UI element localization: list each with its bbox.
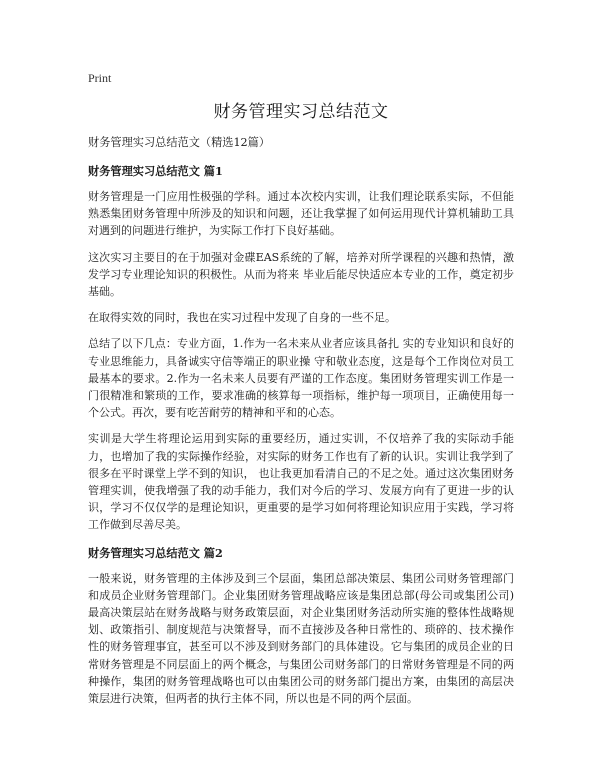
paragraph: 在取得实效的同时，我也在实习过程中发现了自身的一些不足。 (88, 311, 396, 325)
document-subtitle: 财务管理实习总结范文（精选12篇） (88, 136, 271, 149)
section-heading: 财务管理实习总结范文 篇1 (88, 164, 223, 178)
paragraph: 这次实习主要目的在于加强对金碟EAS系统的了解，培养对所学课程的兴趣和热情，激发学习专业理论知识的积极性。从而为将来 毕业后能尽快适应本专业的工作，奠定初步基础。 (88, 250, 514, 299)
paragraph: 一般来说，财务管理的主体涉及到三个层面，集团总部决策层、集团公司财务管理部门和成员企业财务管理部门。企业集团财务管理战略应该是集团总部(母公司或集团公司)最高决策层站在财务战略与财务政策层面，对企业集团财务活动所实施的整体性战略规划、政策指引、制度规范与决策督导，而不直接涉及各种日常性的、琐碎的、技术操作性的财务管理事宜，甚至可以不涉及到财务部门的具体建设。它与集团的成员企业的日常财务管理是不同层面上的两个概念，与集团公司财务部门的日常财务管理是不同的两种操作，集团的财务管理战略也可以由集团公司的财务部门提出方案，由集团的高层决策层进行决策，但两者的执行主体不同，所以也是不同的两个层面。 (88, 571, 514, 706)
paragraph: 财务管理是一门应用性极强的学科。通过本次校内实训，让我们理论联系实际，不但能熟悉集团财务管理中所涉及的知识和问题，还让我掌握了如何运用现代计算机辅助工具对遇到的问题进行维护，为实际工作打下良好基础。 (88, 190, 514, 238)
paragraph: 总结了以下几点：专业方面，1.作为一名未来从业者应该具备扎 实的专业知识和良好的专业思维能力，具备诚实守信等端正的职业操 守和敬业态度，这是每个工作岗位对员工最基本的要求。2.作为一名未来人员要有严谨的工作态度。集团财务管理实训工作是一门很精准和繁琐的工作，要求准确的核算每一项指标，维护每一项项目，正确使用每一个公式。再次，要有吃苦耐劳的精神和平和的心态。 (88, 337, 514, 420)
section-heading: 财务管理实习总结范文 篇2 (88, 545, 223, 560)
document-page (88, 70, 514, 707)
page-title: 财务管理实习总结范文 (213, 102, 389, 122)
paragraph: 实训是大学生将理论运用到实际的重要经历，通过实训，不仅培养了我的实际动手能力，也增加了我的实际操作经验，对实际的财务工作也有了新的认识。实训让我学到了很多在平时课堂上学不到的知识， 也让我更加看清自己的不足之处。通过这次集团财务管理实训，使我增强了我的动手能力，我们对今后的学习、发展方向有了更进一步的认识，学习不仅仅学的是理论知识，更重要的是学习如何将理论知识应用于实践，学习将工作做到尽善尽美。 (88, 432, 514, 532)
print-label[interactable]: Print (88, 71, 112, 85)
